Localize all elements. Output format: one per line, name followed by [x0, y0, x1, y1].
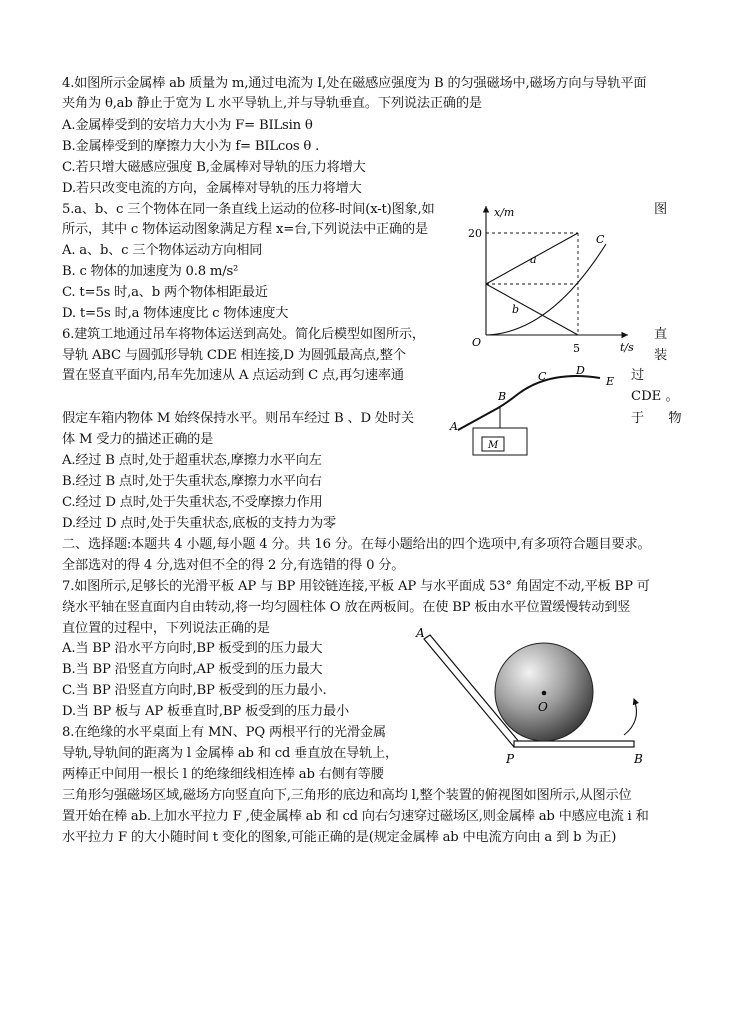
q5-option-a: A. a、b、c 三个物体运动方向相同 — [62, 243, 263, 258]
q5-y-tick-20: 20 — [468, 227, 482, 240]
section2-line2: 全部选对的得 4 分,选对但不全的得 2 分,有选错的得 0 分。 — [62, 558, 405, 573]
q8-stem-line3: 两棒正中间用一根长 l 的绝缘细线相连棒 ab 右侧有等腰 — [62, 767, 384, 782]
q6-label-m: M — [488, 440, 499, 451]
q5-stem-line1: 5.a、b、c 三个物体在同一条直线上运动的位移-时间(x-t)图象,如 — [62, 202, 435, 217]
q4-option-d: D.若只改变电流的方向，金属棒对导轨的压力将增大 — [62, 181, 362, 196]
q5-stem-line2: 所示，其中 c 物体运动图象满足方程 x=台,下列说法中正确的是 — [62, 222, 428, 237]
q5-line-b — [486, 284, 578, 335]
q7-label-p: P — [506, 752, 515, 766]
q6-label-c: C — [538, 370, 547, 383]
q7-label-b: B — [634, 752, 643, 766]
q8-stem-line1: 8.在绝缘的水平桌面上有 MN、PQ 两根平行的光滑金属 — [62, 725, 386, 740]
q7-rotation-arrow — [624, 699, 636, 735]
q5-label-b: b — [512, 303, 520, 316]
q6-option-d: D.经过 D 点时,处于失重状态,底板的支持力为零 — [62, 516, 337, 531]
q7-stem-line3: 直位置的过程中，下列说法正确的是 — [62, 621, 270, 636]
q6-label-d: D — [576, 364, 585, 377]
q5-label-a: a — [530, 253, 537, 266]
q7-plate-bp — [514, 741, 634, 747]
q5-option-b: B. c 物体的加速度为 0.8 m/s² — [62, 264, 239, 279]
q8-stem-line2: 导轨,导轨间的距离为 l 金属棒 ab 和 cd 垂直放在导轨上， — [62, 746, 399, 761]
q5-stem-line1-right: 图 — [654, 202, 668, 217]
q6-stem-line4-right: 于 物 — [631, 411, 682, 426]
q7-label-a: A — [416, 626, 425, 640]
q5-label-c: C — [596, 233, 605, 246]
q5-curve-c — [486, 244, 606, 335]
q6-stem-line5: 体 M 受力的描述正确的是 — [62, 432, 214, 447]
q6-option-a: A.经过 B 点时,处于超重状态,摩擦力水平向左 — [62, 453, 322, 468]
q5-x-tick-5: 5 — [573, 342, 580, 355]
q7-option-c: C.当 BP 沿竖直方向时,BP 板受到的压力最小. — [62, 683, 327, 698]
q5-option-c: C. t=5s 时,a、b 两个物体相距最近 — [62, 285, 268, 300]
q6-option-b: B.经过 B 点时,处于失重状态,摩擦力水平向右 — [62, 474, 322, 489]
q6-label-e: E — [606, 375, 615, 388]
q7-option-b: B.当 BP 沿竖直方向时,AP 板受到的压力最大 — [62, 662, 323, 677]
q6-label-a: A — [450, 420, 458, 433]
q6-stem-line3: 置在竖直平面内,吊车先加速从 A 点运动到 C 点,再匀速率通 — [62, 368, 404, 383]
q5-origin: O — [472, 336, 482, 349]
q6-stem-line3b-right: CDE 。 — [631, 389, 679, 404]
q4-option-a: A.金属棒受到的安培力大小为 F= BILsin θ — [62, 118, 313, 133]
q6-label-b: B — [498, 390, 507, 403]
q6-stem-line4: 假定车箱内物体 M 始终保持水平。则吊车经过 B 、D 处时关 — [62, 411, 414, 426]
q8-stem-line6: 水平拉力 F 的大小随时间 t 变化的图象,可能正确的是(规定金属棒 ab 中电流方向由 a 到 b 为正) — [62, 830, 617, 845]
q7-label-o: O — [538, 700, 548, 714]
q7-stem-line1: 7.如图所示,足够长的光滑平板 AP 与 BP 用铰链连接,平板 AP 与水平面成 53° 角固定不动,平板 BP 可 — [62, 579, 650, 594]
q7-option-d: D.当 BP 板与 AP 板垂直时,BP 板受到的压力最小 — [62, 704, 349, 719]
q6-stem-line3-right: 过 — [631, 368, 645, 383]
q8-stem-line5: 置开始在棒 ab.上加水平拉力 F ,使金属棒 ab 和 cd 向右匀速穿过磁场区,则金属棒 ab 中感应电流 i 和 — [62, 809, 649, 824]
q6-track — [458, 376, 600, 430]
q4-stem-line1: 4.如图所示金属棒 ab 质量为 m,通过电流为 I,处在磁感应强度为 B 的匀强磁场中,磁场方向与导轨平面 — [62, 76, 647, 91]
q5-option-d: D. t=5s 时,a 物体速度比 c 物体速度大 — [62, 306, 289, 321]
q7-stem-line2: 绕水平轴在竖直面内自由转动,将一均匀圆柱体 O 放在两板间。在使 BP 板由水平位置缓慢转动到竖 — [62, 600, 631, 615]
q6-stem-line1: 6.建筑工地通过吊车将物体运送到高处。简化后模型如图所示， — [62, 327, 425, 342]
q6-stem-line1-right: 直 — [654, 327, 668, 342]
q7-plates-diagram — [410, 625, 660, 770]
q5-x-axis-label: t/s — [620, 341, 634, 354]
q6-stem-line2: 导轨 ABC 与圆弧形导轨 CDE 相连接,D 为圆弧最高点,整个 — [62, 348, 406, 363]
q4-option-c: C.若只增大磁感应强度 B,金属棒对导轨的压力将增大 — [62, 160, 366, 175]
q5-y-axis-label: x/m — [494, 206, 515, 219]
q6-option-c: C.经过 D 点时,处于失重状态,不受摩擦力作用 — [62, 495, 323, 510]
q6-track-diagram — [440, 360, 630, 460]
q7-option-a: A.当 BP 沿水平方向时,BP 板受到的压力最大 — [62, 641, 323, 656]
q6-stem-line2-right: 装 — [654, 348, 668, 363]
q4-option-b: B.金属棒受到的摩擦力大小为 f= BILcos θ . — [62, 139, 320, 154]
q4-stem-line2: 夹角为 θ,ab 静止于宽为 L 水平导轨上,并与导轨垂直。下列说法正确的是 — [62, 96, 482, 111]
section2-line1: 二、选择题:本题共 4 小题,每小题 4 分。共 16 分。在每小题给出的四个选项中,有多项符合题目要求。 — [62, 537, 651, 552]
q8-stem-line4: 三角形匀强磁场区域,磁场方向竖直向下,三角形的底边和高均 l,整个装置的俯视图如图所示,从图示位 — [62, 788, 632, 803]
q5-xt-graph — [460, 200, 640, 360]
